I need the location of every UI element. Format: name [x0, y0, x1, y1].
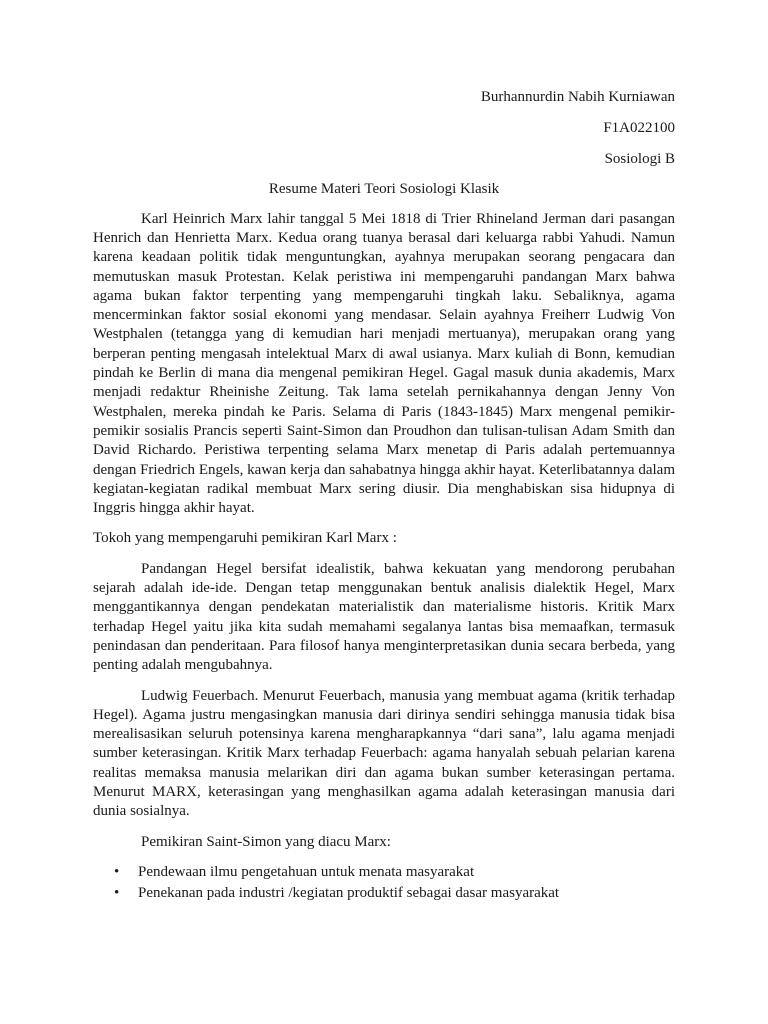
- saint-simon-list: [93, 863, 675, 904]
- list-item: [93, 863, 675, 882]
- paragraph-feuerbach: Ludwig Feuerbach. Menurut Feuerbach, manusia yang membuat agama (kritik terhadap Hegel). Agama justru mengasingkan manusia dari dirinya sendiri sehingga manusia tidak bisa merealisasikan seluruh potensinya karena mengharapkannya “dari sana”, lalu agama menjadi sumber keterasingan. Kritik Marx terhadap Feuerbach: agama hanyalah sebuah pelarian karena realitas memaksa manusia melarikan diri dan agama bukan sumber keterasingan pertama. Menurut MARX, keterasingan yang menghasilkan agama adalah keterasingan manusia dari dunia sosialnya.: [93, 687, 675, 820]
- document-title: Resume Materi Teori Sosiologi Klasik: [268, 181, 500, 198]
- list-item: [93, 884, 675, 903]
- bullet-icon: •: [114, 885, 120, 902]
- section-heading-influences: Tokoh yang mempengaruhi pemikiran Karl Marx :: [93, 530, 397, 547]
- list-item-text: Pendewaan ilmu pengetahuan untuk menata masyarakat: [138, 863, 475, 880]
- paragraph-biography: Karl Heinrich Marx lahir tanggal 5 Mei 1818 di Trier Rhineland Jerman dari pasangan Henrich dan Henrietta Marx. Kedua orang tuanya berasal dari keluarga rabbi Yahudi. Namun karena keadaan politik tidak menguntungkan, ayahnya merupakan seorang pengacara dan memutuskan masuk Protestan. Kelak peristiwa ini mempengaruhi pandangan Marx bahwa agama bukan faktor terpenting yang mempengaruhi tingkah laku. Sebaliknya, agama mencerminkan faktor sosial ekonomi yang mendasar. Selain ayahnya Freiherr Ludwig Von Westphalen (tetangga yang di kemudian hari menjadi mertuanya), merupakan orang yang berperan penting mengasah intelektual Marx di awal usianya. Marx kuliah di Bonn, kemudian pindah ke Berlin di mana dia mengenal pemikiran Hegel. Gagal masuk dunia akademis, Marx menjadi redaktur Rheinishe Zeitung. Tak lama setelah pernikahannya dengan Jenny Von Westphalen, mereka pindah ke Paris. Selama di Paris (1843-1845) Marx mengenal pemikir-pemikir sosialis Prancis seperti Saint-Simon dan Proudhon dan tulisan-tulisan Adam Smith dan David Richardo. Peristiwa terpenting selama Marx menetap di Paris adalah pertemuannya dengan Friedrich Engels, kawan kerja dan sahabatnya hingga akhir hayat. Keterlibatannya dalam kegiatan-kegiatan radikal membuat Marx sering diusir. Dia menghabiskan sisa hidupnya di Inggris hingga akhir hayat.: [93, 210, 675, 517]
- paragraph-saint-simon-intro: Pemikiran Saint-Simon yang diacu Marx:: [141, 833, 391, 850]
- class-name: Sosiologi B: [604, 150, 675, 167]
- list-item-text: Penekanan pada industri /kegiatan produktif sebagai dasar masyarakat: [138, 885, 560, 902]
- student-id: F1A022100: [603, 119, 675, 136]
- bullet-icon: •: [114, 863, 120, 880]
- author-name: Burhannurdin Nabih Kurniawan: [480, 89, 675, 105]
- paragraph-hegel: Pandangan Hegel bersifat idealistik, bahwa kekuatan yang mendorong perubahan sejarah adalah ide-ide. Dengan tetap menggunakan bentuk analisis dialektik Hegel, Marx menggantikannya dengan pendekatan materialistik dan materialisme historis. Kritik Marx terhadap Hegel yaitu jika kita sudah memahami segalanya lantas bisa memaafkan, termasuk penindasan dan penderitaan. Para filosof hanya menginterpretasikan dunia secara berbeda, yang penting adalah mengubahnya.: [93, 560, 675, 674]
